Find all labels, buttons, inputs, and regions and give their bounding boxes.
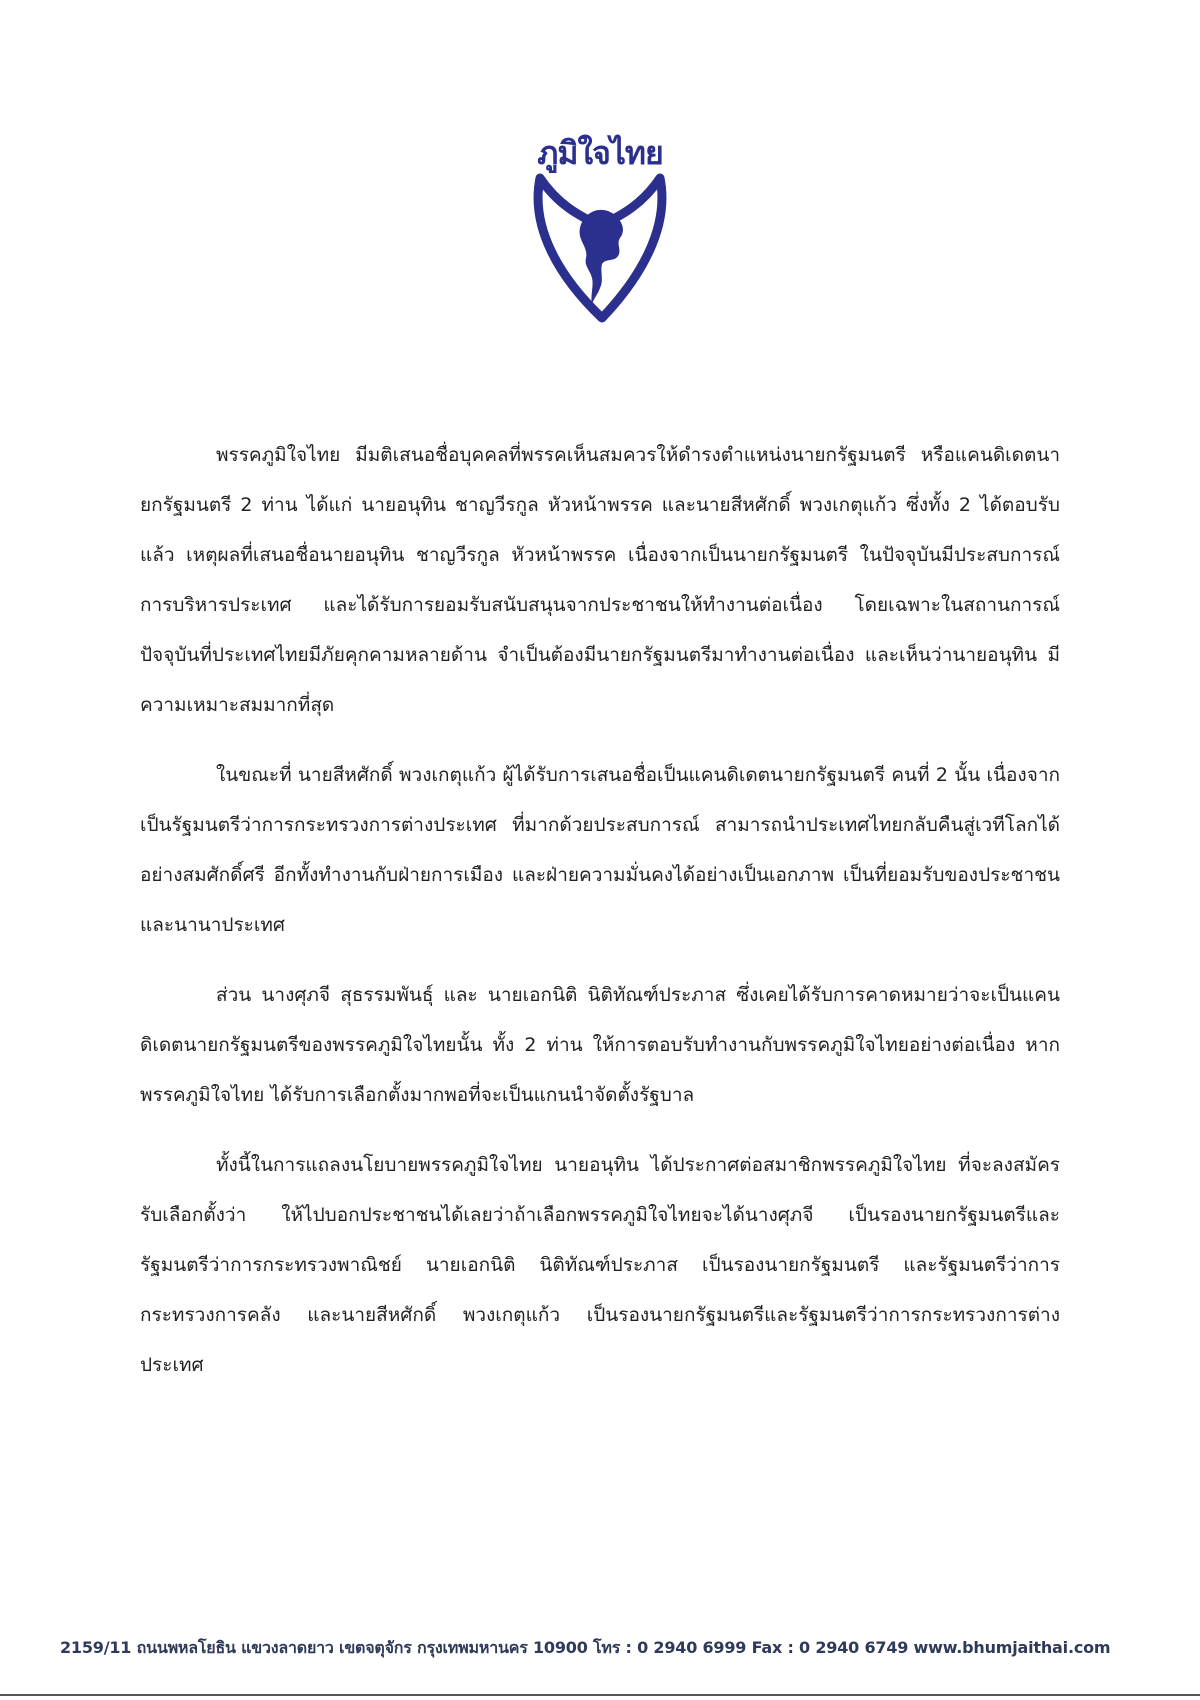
paragraph-2: ในขณะที่ นายสีหศักดิ์ พวงเกตุแก้ว ผู้ได้รับการเสนอชื่อเป็นแคนดิเดตนายกรัฐมนตรี คนที่ 2 นั้น เนื่องจากเป็นรัฐมนตรีว่าการกระทรวงการต่างประเทศ ที่มากด้วยประสบการณ์ สามารถนำประเทศไทยกลับคืนสู่เวทีโลกได้อย่างสมศักดิ์ศรี อีกทั้งทำงานกับฝ่ายการเมือง และฝ่ายความมั่นคงได้อย่างเป็นเอกภาพ เป็นที่ยอมรับของประชาชน และนานาประเทศ — [140, 764, 1060, 936]
paragraph-3: ส่วน นางศุภจี สุธรรมพันธุ์ และ นายเอกนิติ นิติทัณฑ์ประภาส ซึ่งเคยได้รับการคาดหมายว่าจะเป็นแคนดิเดตนายกรัฐมนตรีของพรรคภูมิใจไทยนั้น ทั้ง 2 ท่าน ให้การตอบรับทำงานกับพรรคภูมิใจไทยอย่างต่อเนื่อง หากพรรคภูมิใจไทย ได้รับการเลือกตั้งมากพอที่จะเป็นแกนนำจัดตั้งรัฐบาล — [140, 984, 1060, 1106]
party-logo-text: ภูมิใจไทย — [537, 134, 663, 172]
footer-address: 2159/11 ถนนพหลโยธิน แขวงลาดยาว เขตจตุจักร กรุงเทพมหานคร 10900 โทร : 0 2940 6999 Fax : 0 2940 6749 www.bhumjaithai.com — [60, 1638, 1111, 1657]
page-bottom-divider — [0, 1694, 1200, 1696]
letter-body — [140, 430, 1060, 1410]
heart-map-icon — [530, 168, 670, 328]
paragraph-4: ทั้งนี้ในการแถลงนโยบายพรรคภูมิใจไทย นายอนุทิน ได้ประกาศต่อสมาชิกพรรคภูมิใจไทย ที่จะลงสมัครรับเลือกตั้งว่า ให้ไปบอกประชาชนได้เลยว่าถ้าเลือกพรรคภูมิใจไทยจะได้นางศุภจี เป็นรองนายกรัฐมนตรีและรัฐมนตรีว่าการกระทรวงพาณิชย์ นายเอกนิติ นิติทัณฑ์ประภาส เป็นรองนายกรัฐมนตรี และรัฐมนตรีว่าการกระทรวงการคลัง และนายสีหศักดิ์ พวงเกตุแก้ว เป็นรองนายกรัฐมนตรีและรัฐมนตรีว่าการกระทรวงการต่างประเทศ — [140, 1154, 1060, 1376]
party-logo — [510, 128, 690, 328]
paragraph-1: พรรคภูมิใจไทย มีมติเสนอชื่อบุคคลที่พรรคเห็นสมควรให้ดำรงตำแหน่งนายกรัฐมนตรี หรือแคนดิเดตนายกรัฐมนตรี 2 ท่าน ได้แก่ นายอนุทิน ชาญวีรกูล หัวหน้าพรรค และนายสีหศักดิ์ พวงเกตุแก้ว ซึ่งทั้ง 2 ได้ตอบรับแล้ว เหตุผลที่เสนอชื่อนายอนุทิน ชาญวีรกูล หัวหน้าพรรค เนื่องจากเป็นนายกรัฐมนตรี ในปัจจุบันมีประสบการณ์การบริหารประเทศ และได้รับการยอมรับสนับสนุนจากประชาชนให้ทำงานต่อเนื่อง โดยเฉพาะในสถานการณ์ปัจจุบันที่ประเทศไทยมีภัยคุกคามหลายด้าน จำเป็นต้องมีนายกรัฐมนตรีมาทำงานต่อเนื่อง และเห็นว่านายอนุทิน มีความเหมาะสมมากที่สุด — [140, 444, 1060, 716]
